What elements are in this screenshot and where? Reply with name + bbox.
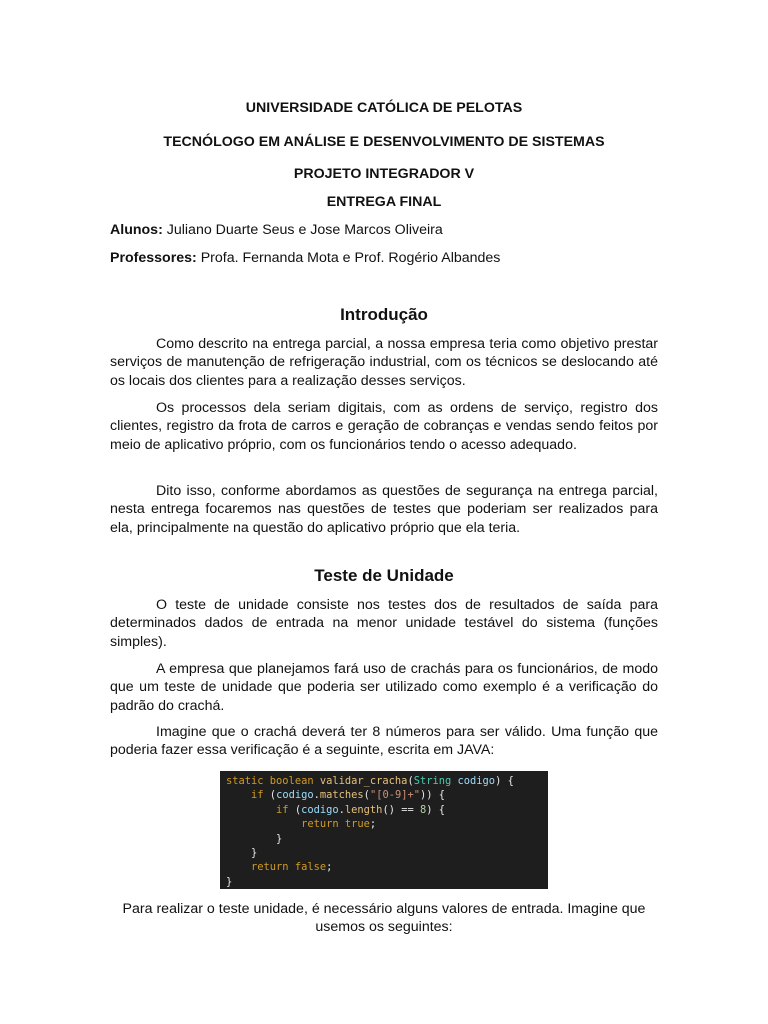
- unit-test-closing-paragraph: Para realizar o teste unidade, é necessário alguns valores de entrada. Imagine que usemos os seguintes:: [122, 901, 646, 936]
- course-title: TECNÓLOGO EM ANÁLISE E DESENVOLVIMENTO DE SISTEMAS: [163, 134, 605, 150]
- intro-heading: Introdução: [340, 305, 428, 324]
- intro-paragraph-1: Como descrito na entrega parcial, a nossa empresa teria como objetivo prestar serviços de manutenção de refrigeração industrial, com os técnicos se deslocando até os locais dos clientes para a realização desses serviços.: [110, 336, 658, 389]
- professors-label: Professores:: [110, 250, 197, 266]
- intro-paragraph-3: Dito isso, conforme abordamos as questões de segurança na entrega parcial, nesta entrega focaremos nas questões de testes que poderiam ser realizados para ela, principalmente na questão do aplicativo próprio que ela teria.: [110, 483, 658, 536]
- professors-line: [110, 249, 500, 267]
- university-title: UNIVERSIDADE CATÓLICA DE PELOTAS: [245, 100, 523, 116]
- intro-paragraph-2: Os processos dela seriam digitais, com as ordens de serviço, registro dos clientes, registro da frota de carros e geração de cobranças e vendas sendo feitos por meio de aplicativo próprio, com os funcionários tendo o acesso adequado.: [110, 400, 658, 453]
- delivery-title: ENTREGA FINAL: [326, 194, 442, 210]
- project-title: PROJETO INTEGRADOR V: [293, 166, 475, 182]
- unit-test-heading: Teste de Unidade: [314, 566, 454, 585]
- unit-test-paragraph-1: O teste de unidade consiste nos testes dos de resultados de saída para determinados dados de entrada na menor unidade testável do sistema (funções simples).: [110, 597, 658, 650]
- unit-test-paragraph-3: Imagine que o crachá deverá ter 8 números para ser válido. Uma função que poderia fazer essa verificação é a seguinte, escrita em JAVA:: [110, 724, 658, 759]
- professors-names: Profa. Fernanda Mota e Prof. Rogério Albandes: [200, 250, 501, 266]
- students-line: [110, 221, 443, 239]
- unit-test-paragraph-2: A empresa que planejamos fará uso de crachás para os funcionários, de modo que um teste de unidade que poderia ser utilizado como exemplo é a verificação do padrão do crachá.: [110, 661, 658, 714]
- students-names: Juliano Duarte Seus e Jose Marcos Oliveira: [166, 222, 443, 238]
- students-label: Alunos:: [110, 222, 163, 238]
- code-snippet: static boolean validar_cracha(String codigo) { if (codigo.matches("[0-9]+")) { if (codigo.length() == 8) { return true; } } return false; }: [220, 771, 548, 889]
